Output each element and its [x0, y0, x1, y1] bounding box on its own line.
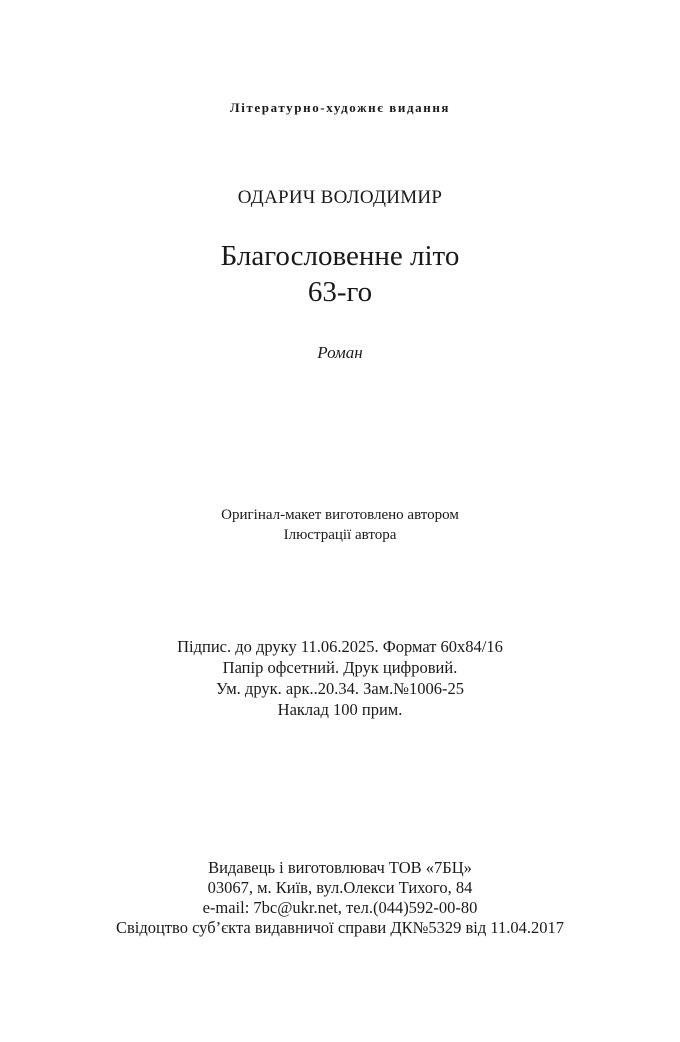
publisher-line: 03067, м. Київ, вул.Олекси Тихого, 84 [207, 878, 473, 897]
credits-line: Оригінал-макет виготовлено автором [221, 507, 459, 523]
publisher-line: Свідоцтво суб’єкта видавничої справи ДК№5329 від 11.04.2017 [115, 918, 565, 937]
imprint-line: Підпис. до друку 11.06.2025. Формат 60х84/16 [177, 637, 503, 656]
publisher-line: Видавець і виготовлювач ТОВ «7БЦ» [208, 858, 472, 877]
credits-line: Ілюстрації автора [283, 527, 397, 543]
book-title [0, 238, 680, 310]
imprint-line: Ум. друк. арк..20.34. Зам.№1006-25 [216, 679, 464, 698]
imprint-line: Папір офсетний. Друк цифровий. [222, 658, 458, 677]
publisher-block [0, 858, 680, 938]
book-title-line-2: 63-го [307, 276, 373, 308]
book-title-line-1: Благословенне літо [220, 240, 460, 272]
series-label: Літературно-художнє видання [229, 100, 451, 115]
publisher-line: e-mail: 7bc@ukr.net, тел.(044)592-00-80 [202, 898, 478, 917]
genre-label: Роман [317, 343, 363, 362]
credits-block [0, 505, 680, 545]
author-name: ОДАРИЧ ВОЛОДИМИР [237, 187, 443, 208]
imprint-line: Наклад 100 прим. [277, 700, 403, 719]
imprint-block [0, 636, 680, 720]
